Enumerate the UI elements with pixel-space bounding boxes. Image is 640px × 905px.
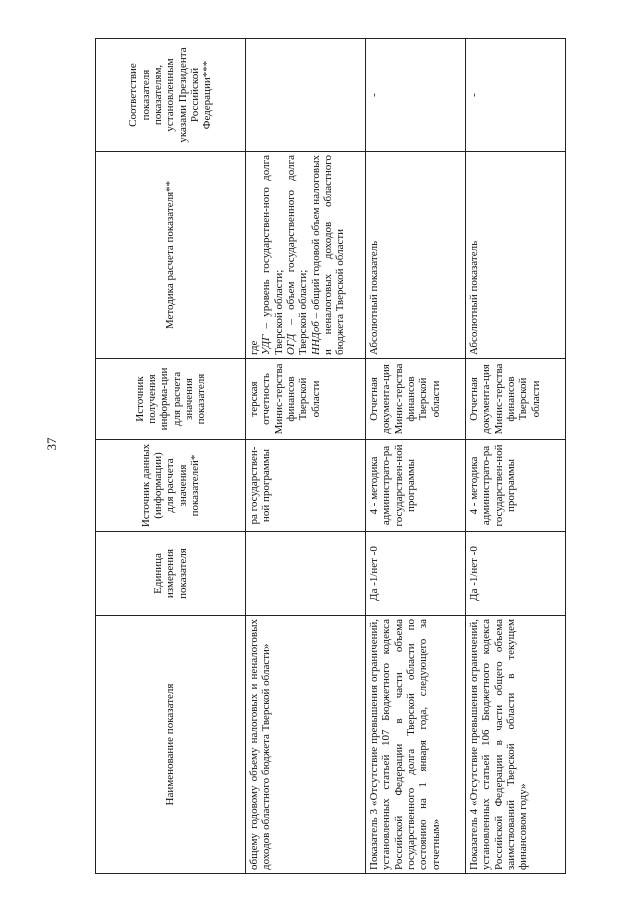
method-line-3	[310, 155, 347, 355]
page-number: 37	[44, 437, 59, 451]
method-line-1	[260, 155, 285, 355]
header-method: Методика расчета показателя**	[96, 152, 246, 359]
cell-info-source: Отчетная документа-ция Минис-терства финансов Тверской области	[466, 359, 566, 440]
table-row	[246, 39, 366, 874]
cell-compliance: -	[366, 39, 466, 152]
header-info-source: Источник получения информа-ции для расчета значения показателя	[96, 359, 246, 440]
header-name: Наименование показателя	[96, 616, 246, 874]
cell-method	[246, 152, 366, 359]
cell-unit: Да -1/нет -0	[366, 532, 466, 616]
rotated-table-wrapper	[95, 39, 565, 874]
cell-unit: Да -1/нет -0	[466, 532, 566, 616]
cell-data-source: 4 - методика администрато-ра государствен-ной программы	[366, 440, 466, 532]
cell-data-source: 4 - методика администрато-ра государствен-ной программы	[466, 440, 566, 532]
table-header-row	[96, 39, 246, 874]
table-row	[466, 39, 566, 874]
cell-compliance: -	[466, 39, 566, 152]
table-row	[366, 39, 466, 874]
header-compliance: Соответствие показателя показателям, установленным указами Президента Российской Федерации***	[96, 39, 246, 152]
header-data-source: Источник данных (информации) для расчета значения показателей*	[96, 440, 246, 532]
method-text-2: – объем государственного долга Тверской области;	[284, 155, 310, 355]
method-where: где	[248, 340, 260, 355]
cell-unit	[246, 532, 366, 616]
method-text-1: – уровень государствен-ного долга Тверской области;	[260, 155, 285, 355]
cell-method: Абсолютный показатель	[366, 152, 466, 359]
method-var-1: УДГ	[260, 334, 273, 355]
cell-compliance	[246, 39, 366, 152]
method-var-3: ННДоб	[309, 321, 322, 355]
cell-method: Абсолютный показатель	[466, 152, 566, 359]
cell-data-source: ра государствен-ной программы	[246, 440, 366, 532]
cell-name: общему годовому объему налоговых и неналоговых доходов областного бюджета Тверской области»	[246, 616, 366, 874]
method-text-3: – общий годовой объем налоговых и неналоговых доходов областного бюджета Тверской области	[309, 155, 347, 355]
cell-name: Показатель 4 «Отсутствие превышения ограничений, установленных статьей 106 Бюджетного кодекса Российской Федерации в части общего объема заимствований Тверской области в текущем финансовом году»	[466, 616, 566, 874]
method-var-2: ОГД	[284, 333, 297, 355]
cell-info-source: Отчетная документа-ция Минис-терства финансов Тверской области	[366, 359, 466, 440]
cell-info-source: терская отчетность Минис-терства финансов Тверской области	[246, 359, 366, 440]
cell-name: Показатель 3 «Отсутствие превышения ограничений, установленных статьей 107 Бюджетного кодекса Российской Федерации в части объема государственного долга Тверской области по состоянию на 1 января года, следующего за отчетным»	[366, 616, 466, 874]
header-unit: Единица измерения показателя	[96, 532, 246, 616]
indicators-table	[95, 38, 566, 874]
method-line-2	[285, 155, 310, 355]
